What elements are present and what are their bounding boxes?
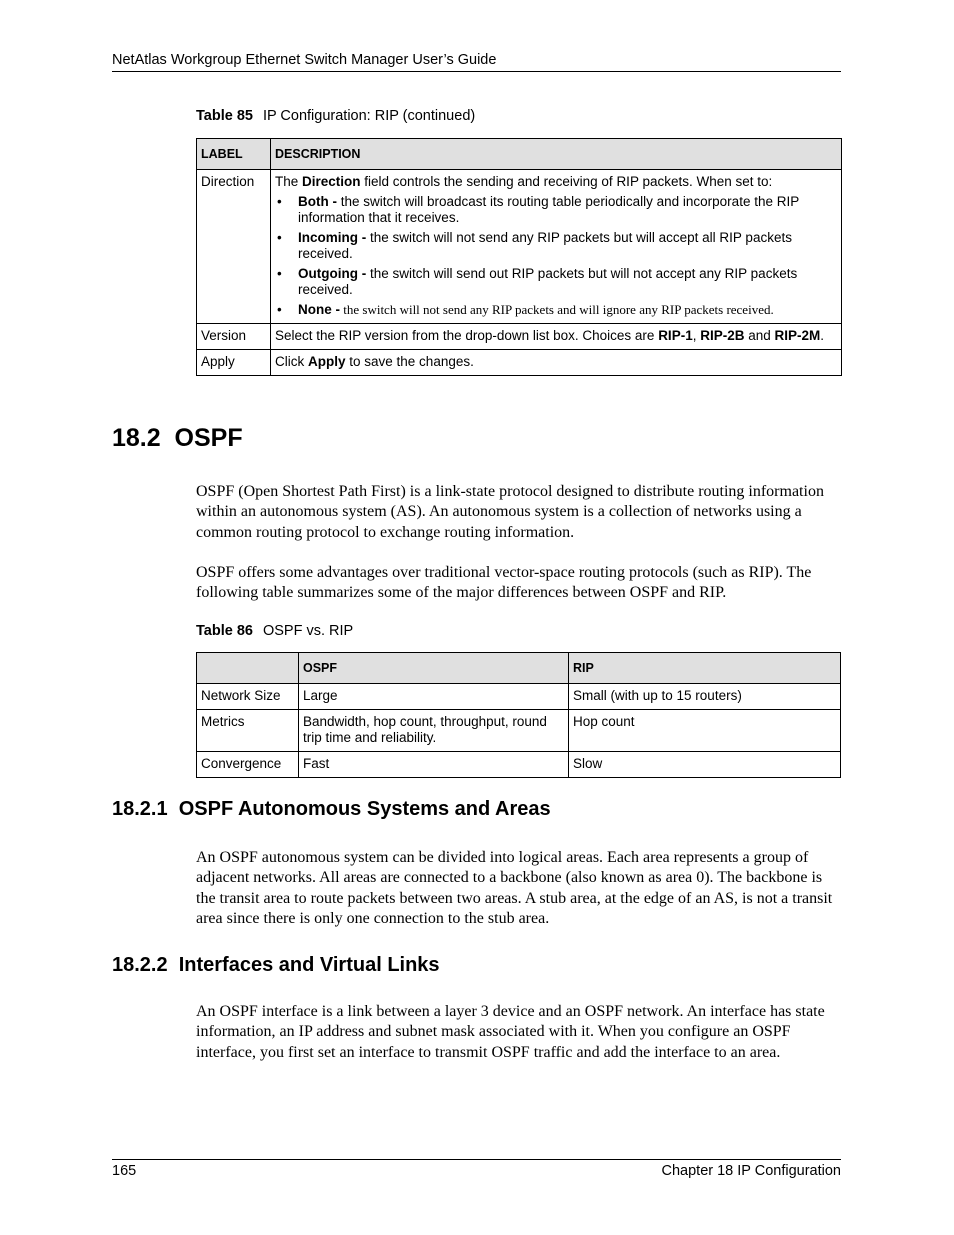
table-cell: Large <box>299 684 569 710</box>
header-empty <box>197 653 299 684</box>
table-row-direction <box>197 170 842 324</box>
caption-number: Table 86 <box>196 623 253 639</box>
page-number: 165 <box>112 1163 137 1179</box>
header-rule <box>112 71 841 72</box>
table-cell: Fast <box>299 752 569 778</box>
table-header-row <box>197 653 841 684</box>
table-cell: Network Size <box>197 684 299 710</box>
table-row <box>197 752 841 778</box>
header-label: LABEL <box>197 139 271 170</box>
list-item: • Incoming - the switch will not send any RIP packets but will accept all RIP packets received. <box>275 230 837 262</box>
list-item: • None - the switch will not send any RIP packets and will ignore any RIP packets received. <box>275 302 837 318</box>
caption-text: IP Configuration: RIP (continued) <box>262 108 476 124</box>
footer-rule <box>112 1159 841 1160</box>
chapter-title: Chapter 18 IP Configuration <box>661 1163 841 1179</box>
row-description: Select the RIP version from the drop-down list box. Choices are RIP-1, RIP-2B and RIP-2M. <box>271 324 842 350</box>
table-86 <box>196 652 841 778</box>
table-row-version <box>197 324 842 350</box>
header-description: DESCRIPTION <box>271 139 842 170</box>
subsection-heading-areas: 18.2.1 OSPF Autonomous Systems and Areas <box>112 798 551 820</box>
table-cell: Bandwidth, hop count, throughput, round trip time and reliability. <box>299 710 569 752</box>
running-header: NetAtlas Workgroup Ethernet Switch Manager User’s Guide <box>112 52 497 68</box>
header-rip: RIP <box>569 653 841 684</box>
subsection-heading-interfaces: 18.2.2 Interfaces and Virtual Links <box>112 954 440 976</box>
table-cell: Hop count <box>569 710 841 752</box>
row-label: Direction <box>197 170 271 324</box>
caption-number: Table 85 <box>196 108 253 124</box>
table-cell: Slow <box>569 752 841 778</box>
ospf-advantages-paragraph: OSPF offers some advantages over traditional vector-space routing protocols (such as RIP). The following table summarizes some of the major differences between OSPF and RIP. <box>196 564 812 602</box>
table-row <box>197 684 841 710</box>
interfaces-paragraph: An OSPF interface is a link between a layer 3 device and an OSPF network. An interface has state information, an IP address and subnet mask associated with it. When you configure an OSPF interface, you first set an interface to transmit OSPF traffic and add the interface to an area. <box>196 1003 825 1061</box>
list-item: • Outgoing - the switch will send out RIP packets but will not accept any RIP packets received. <box>275 266 837 298</box>
row-description: The Direction field controls the sending and receiving of RIP packets. When set to: • Both - the switch will broadcast its routing table periodically and incorporate the RIP information that it receives. • Incoming - the switch will not send any RIP packets but will accept all RIP packets received. • Outgoing - the switch will send out RIP packets but will not accept any RIP packets received. • None - the switch will not send any RIP packets and will ignore any RIP packets received. <box>271 170 842 324</box>
table-cell: Small (with up to 15 routers) <box>569 684 841 710</box>
direction-options-list <box>275 194 837 318</box>
section-heading: 18.2 OSPF <box>112 424 243 452</box>
table-row <box>197 710 841 752</box>
caption-text: OSPF vs. RIP <box>262 623 354 639</box>
table-row-apply <box>197 350 842 376</box>
header-ospf: OSPF <box>299 653 569 684</box>
areas-paragraph: An OSPF autonomous system can be divided into logical areas. Each area represents a group of adjacent networks. All areas are connected to a backbone (also known as area 0). The backbone is the transit area to route packets between two areas. A stub area, at the edge of an AS, is not a transit area since there is only one connection to the stub area. <box>196 849 833 927</box>
table-cell: Metrics <box>197 710 299 752</box>
ospf-intro-paragraph: OSPF (Open Shortest Path First) is a link-state protocol designed to distribute routing information within an autonomous system (AS). An autonomous system is a collection of networks using a common routing protocol to exchange routing information. <box>196 483 824 541</box>
table-86-caption <box>196 623 353 639</box>
table-85-caption <box>196 108 475 124</box>
table-85 <box>196 138 842 376</box>
list-item: • Both - the switch will broadcast its routing table periodically and incorporate the RIP information that it receives. <box>275 194 837 226</box>
row-label: Apply <box>197 350 271 376</box>
row-label: Version <box>197 324 271 350</box>
table-cell: Convergence <box>197 752 299 778</box>
table-header-row <box>197 139 842 170</box>
row-description: Click Apply to save the changes. <box>271 350 842 376</box>
